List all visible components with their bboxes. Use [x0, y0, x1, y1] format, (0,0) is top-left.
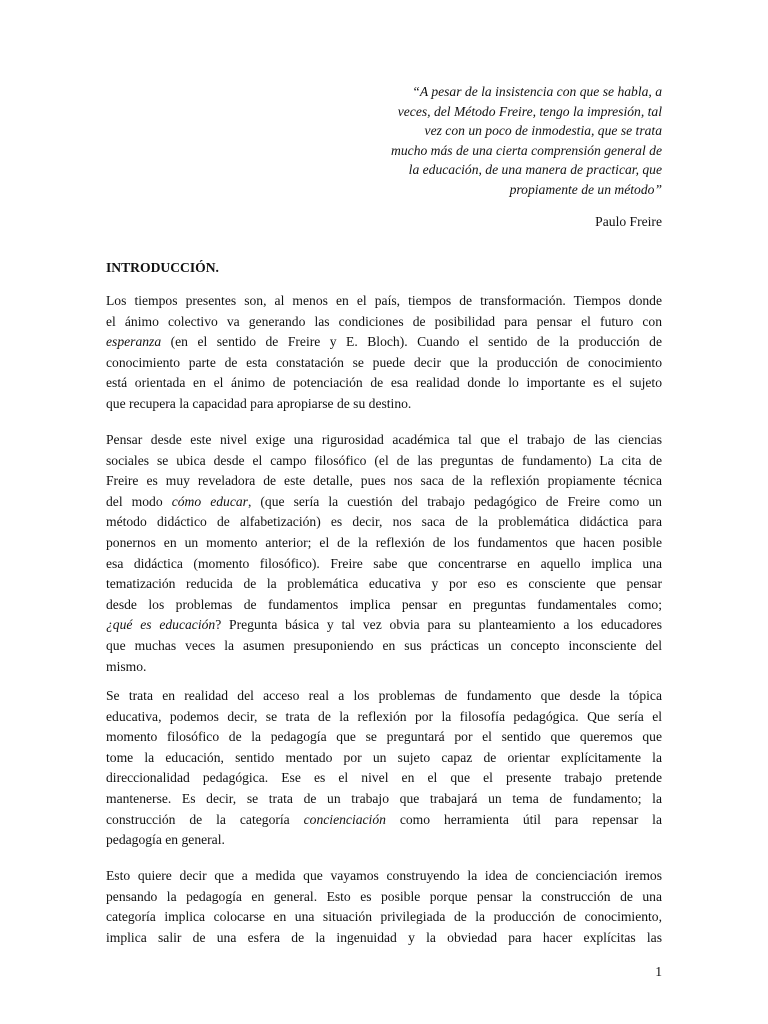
text-run: categoría implica colocarse en una situación privilegiada de la producción de conocimiento, — [106, 909, 662, 925]
paragraph-line — [106, 810, 662, 831]
paragraph-line — [106, 574, 662, 595]
paragraph-line — [106, 830, 662, 851]
paragraph-line — [106, 907, 662, 928]
paragraph — [106, 291, 662, 415]
paragraph — [106, 430, 662, 677]
paragraph — [106, 686, 662, 851]
text-run: educativa, podemos decir, se trata de la reflexión por la filosofía pedagógica. Que sería el — [106, 708, 662, 724]
text-run: conocimiento parte de esta constatación se puede decir que la producción de conocimiento — [106, 354, 662, 370]
text-run: esa didáctica (momento filosófico). Freire sabe que concentrarse en aquello implica una — [106, 555, 662, 571]
text-run: Pensar desde este nivel exige una rigurosidad académica tal que el trabajo de las ciencias — [106, 432, 662, 447]
paragraph-line — [106, 430, 662, 451]
text-run: como herramienta útil para repensar la — [385, 811, 662, 827]
text-run: Se trata en realidad del acceso real a los problemas de fundamento que desde la tópica — [106, 688, 662, 703]
text-run: está orientada en el ánimo de potenciación de esa realidad donde lo importante es el sujeto — [106, 375, 662, 391]
paragraph-line — [106, 707, 662, 728]
paragraph-line — [106, 686, 662, 707]
italic-text: ¿qué es educación — [106, 617, 216, 633]
paragraph-line — [106, 353, 662, 374]
paragraph-line — [106, 727, 662, 748]
paragraph-line — [106, 887, 662, 908]
epigraph-quote — [330, 82, 662, 200]
text-run: del modo — [106, 493, 172, 509]
text-run: implica salir de una esfera de la ingenuidad y la obviedad para hacer explícitas las — [106, 929, 662, 945]
paragraph-line — [106, 748, 662, 769]
paragraph-line — [106, 291, 662, 312]
paragraph-line — [106, 657, 662, 678]
paragraph-line — [106, 373, 662, 394]
paragraph-line — [106, 615, 662, 636]
section-heading: INTRODUCCIÓN. — [106, 260, 219, 275]
text-run: que muchas veces la asumen presuponiendo en sus prácticas un concepto inconsciente del — [106, 637, 662, 653]
epigraph-line: propiamente de un método” — [509, 181, 662, 197]
text-run: ? Pregunta básica y tal vez obvia para su planteamiento a los educadores — [215, 617, 662, 633]
epigraph-line: mucho más de una cierta comprensión general de — [391, 142, 662, 158]
italic-text: concienciación — [303, 811, 386, 827]
text-run: Los tiempos presentes son, al menos en el país, tiempos de transformación. Tiempos donde — [106, 293, 662, 308]
text-run: tematización reducida de la problemática educativa y por eso es consciente que pensar — [106, 576, 662, 592]
text-run: método didáctico de alfabetización) es decir, nos saca de la problemática didáctica para — [106, 514, 662, 530]
text-run: pensando la pedagogía en general. Esto es posible porque pensar la construcción de una — [106, 888, 662, 904]
text-run: tome la educación, sentido mentado por un sujeto capaz de orientar explícitamente la — [106, 749, 662, 765]
text-run: desde los problemas de fundamentos implica pensar en preguntas fundamentales como; — [106, 596, 662, 612]
text-run: mismo. — [106, 658, 147, 674]
italic-text: cómo educar — [171, 493, 248, 509]
paragraph-line — [106, 471, 662, 492]
text-run: mantenerse. Es decir, se trata de un trabajo que trabajará un tema de fundamento; la — [106, 790, 662, 806]
text-run: pedagogía en general. — [106, 832, 225, 848]
paragraph-line — [106, 312, 662, 333]
text-run: el ánimo colectivo va generando las condiciones de posibilidad para pensar el futuro con — [106, 313, 662, 329]
text-run: Esto quiere decir que a medida que vayamos construyendo la idea de concienciación iremos — [106, 868, 662, 883]
paragraph-line — [106, 595, 662, 616]
paragraph-line — [106, 789, 662, 810]
paragraph-line — [106, 866, 662, 887]
epigraph-author: Paulo Freire — [595, 214, 662, 229]
paragraph-line — [106, 512, 662, 533]
epigraph-line: vez con un poco de inmodestia, que se trata — [424, 123, 662, 139]
text-run: , (que sería la cuestión del trabajo pedagógico de Freire como un — [247, 493, 662, 509]
page-number: 1 — [655, 964, 662, 979]
paragraph-line — [106, 394, 662, 415]
text-run: ponernos en un momento anterior; el de la reflexión de los fundamentos que hacen posible — [106, 534, 662, 550]
text-run: direccionalidad pedagógica. Ese es el nivel en el que el presente trabajo pretende — [106, 770, 662, 786]
paragraph — [106, 866, 662, 948]
text-run: construcción de la categoría — [106, 811, 304, 827]
text-run: (en el sentido de Freire y E. Bloch). Cuando el sentido de la producción de — [161, 334, 662, 350]
paragraph-line — [106, 533, 662, 554]
text-run: sociales se ubica desde el campo filosófico (el de las preguntas de fundamento) La cita de — [106, 452, 662, 468]
paragraph-line — [106, 768, 662, 789]
text-run: momento filosófico de la pedagogía que se preguntará por el sentido que queremos que — [106, 729, 662, 745]
paragraph-line — [106, 492, 662, 513]
paragraph-line — [106, 451, 662, 472]
paragraph-line — [106, 928, 662, 949]
paragraph-line — [106, 332, 662, 353]
epigraph-line: “A pesar de la insistencia con que se habla, a — [412, 84, 662, 99]
italic-text: esperanza — [106, 334, 162, 350]
text-run: que recupera la capacidad para apropiarse de su destino. — [106, 395, 412, 411]
epigraph-line: veces, del Método Freire, tengo la impresión, tal — [397, 103, 662, 119]
text-run: Freire es muy reveladora de este detalle, pues nos saca de la reflexión propiamente técnica — [106, 473, 662, 489]
paragraph-line — [106, 554, 662, 575]
paragraph-line — [106, 636, 662, 657]
epigraph-line: la educación, de una manera de practicar, que — [408, 162, 662, 178]
